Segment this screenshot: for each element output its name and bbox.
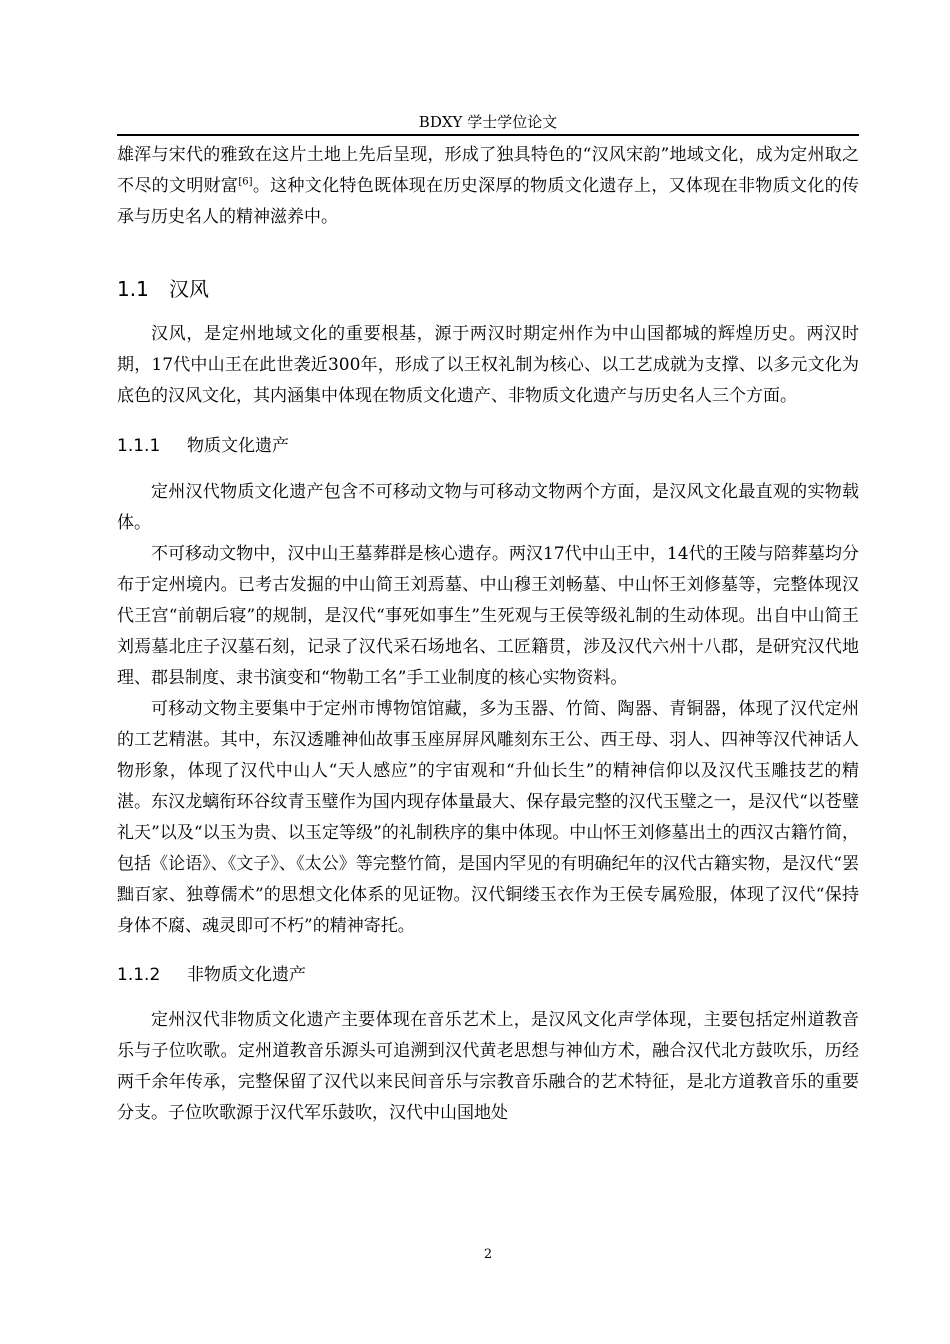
subsection-title: 非物质文化遗产 <box>187 965 306 985</box>
section-1-1-1-paragraph-3: 可移动文物主要集中于定州市博物馆馆藏，多为玉器、竹简、陶器、青铜器，体现了汉代定州的工艺精湛。其中，东汉透雕神仙故事玉座屏屏风雕刻东王公、西王母、羽人、四神等汉代神话人物形象，体现了汉代中山人“天人感应”的宇宙观和“升仙长生”的精神信仰以及汉代玉雕技艺的精湛。东汉龙螭衔环谷纹青玉璧作为国内现存体量最大、保存最完整的汉代玉璧之一，是汉代“以苍璧礼天”以及“以玉为贵、以玉定等级”的礼制秩序的集中体现。中山怀王刘修墓出土的西汉古籍竹简，包括《论语》、《文子》、《太公》等完整竹简，是国内罕见的有明确纪年的汉代古籍实物，是汉代“罢黜百家、独尊儒术”的思想文化体系的见证物。汉代铜缕玉衣作为王侯专属殓服，体现了汉代“保持身体不腐、魂灵即可不朽”的精神寄托。 <box>117 699 859 936</box>
section-number: 1.1 <box>117 277 149 301</box>
page-number: 2 <box>483 1247 493 1262</box>
section-1-1-1-paragraph-1: 定州汉代物质文化遗产包含不可移动文物与可移动文物两个方面，是汉风文化最直观的实物载体。 <box>117 482 859 533</box>
citation-marker: [6] <box>238 176 253 188</box>
section-1-1-paragraph: 汉风，是定州地域文化的重要根基，源于两汉时期定州作为中山国都城的辉煌历史。两汉时期，17代中山王在此世袭近300年，形成了以王权礼制为核心、以工艺成就为支撑、以多元文化为底色的汉风文化，其内涵集中体现在物质文化遗产、非物质文化遗产与历史名人三个方面。 <box>117 324 859 406</box>
subsection-number: 1.1.2 <box>117 965 161 985</box>
intro-text-1: 雄浑与宋代的雅致在这片土地上先后呈现，形成了独具特色的“汉风宋韵”地域文化，成为定州取之不尽的文明财富 <box>117 145 859 196</box>
section-heading-1-1 <box>117 275 859 303</box>
running-header: BDXY 学士学位论文 <box>418 113 558 131</box>
section-1-1-2-paragraph: 定州汉代非物质文化遗产主要体现在音乐艺术上，是汉风文化声学体现，主要包括定州道教音乐与子位吹歌。定州道教音乐源头可追溯到汉代黄老思想与神仙方术，融合汉代北方鼓吹乐，历经两千余年传承，完整保留了汉代以来民间音乐与宗教音乐融合的艺术特征，是北方道教音乐的重要分支。子位吹歌源于汉代军乐鼓吹，汉代中山国地处 <box>117 1010 859 1123</box>
section-title: 汉风 <box>169 277 209 301</box>
section-heading-1-1-2 <box>117 962 859 988</box>
header-rule <box>117 134 859 136</box>
subsection-title: 物质文化遗产 <box>187 436 289 456</box>
section-heading-1-1-1 <box>117 433 859 459</box>
intro-text-2: 。这种文化特色既体现在历史深厚的物质文化遗存上，又体现在非物质文化的传承与历史名人的精神滋养中。 <box>117 176 860 227</box>
subsection-number: 1.1.1 <box>117 436 161 456</box>
section-1-1-1-paragraph-2: 不可移动文物中，汉中山王墓葬群是核心遗存。两汉17代中山王中，14代的王陵与陪葬墓均分布于定州境内。已考古发掘的中山简王刘焉墓、中山穆王刘畅墓、中山怀王刘修墓等，完整体现汉代王宫“前朝后寝”的规制，是汉代“事死如事生”生死观与王侯等级礼制的生动体现。出自中山简王刘焉墓北庄子汉墓石刻，记录了汉代采石场地名、工匠籍贯，涉及汉代六州十八郡，是研究汉代地理、郡县制度、隶书演变和“物勒工名”手工业制度的核心实物资料。 <box>117 544 859 688</box>
page-body <box>117 140 859 1129</box>
intro-paragraph <box>117 140 859 233</box>
